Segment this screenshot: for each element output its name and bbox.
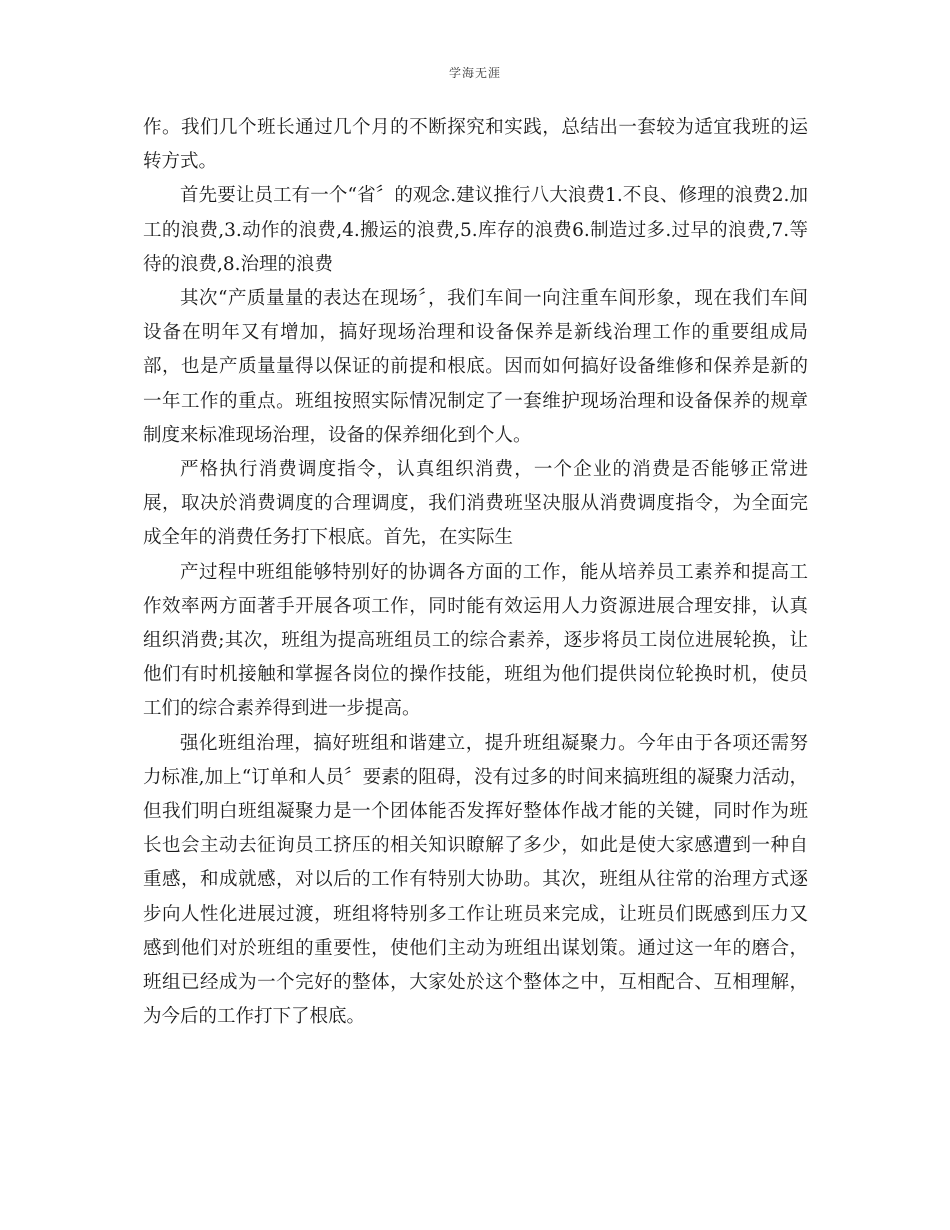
paragraph-production-scheduling: 严格执行消费调度指令，认真组织消费，一个企业的消费是否能够正常进展，取决於消费调度的合理调度，我们消费班坚决服从消费调度指令，为全面完成全年的消费任务打下根底。首先，在实际生 <box>143 459 808 549</box>
document-body <box>143 111 808 1034</box>
page-header: 学海无涯 <box>448 66 501 80</box>
paragraph-coordination: 产过程中班组能够特别好的协调各方面的工作，能从培养员工素养和提高工作效率两方面著手开展各项工作，同时能有效运用人力资源进展合理安排，认真组织消费;其次，班组为提高班组员工的综合素养，逐步将员工岗位进展轮换，让他们有时机接触和掌握各岗位的操作技能，班组为他们提供岗位轮换时机，使员工们的综合素养得到进一步提高。 <box>143 561 808 720</box>
paragraph-team-cohesion: 强化班组治理，搞好班组和谐建立，提升班组凝聚力。今年由于各项还需努力标准,加上“订单和人员〞要素的阻碍，没有过多的时间来搞班组的凝聚力活动，但我们明白班组凝聚力是一个团体能否发挥好整体作战才能的关键，同时作为班长也会主动去征询员工挤压的相关知识瞭解了多少，如此是使大家感遭到一种自重感，和成就感，对以后的工作有特别大协助。其次，班组从往常的治理方式逐步向人性化进展过渡，班组将特别多工作让班员来完成，让班员们既感到压力又感到他们对於班组的重要性，使他们主动为班组出谋划策。通过这一年的磨合，班组已经成为一个完好的整体，大家处於这个整体之中，互相配合、互相理解，为今后的工作打下了根底。 <box>143 732 808 1028</box>
paragraph-continuation: 作。我们几个班长通过几个月的不断探究和实践，总结出一套较为适宜我班的运转方式。 <box>143 117 808 173</box>
paragraph-waste-concept: 首先要让员工有一个“省〞的观念.建议推行八大浪费1.不良、修理的浪费2.加工的浪费,3.动作的浪费,4.搬运的浪费,5.库存的浪费6.制造过多.过早的浪费,7.等待的浪费,8.治理的浪费 <box>143 185 808 275</box>
paragraph-site-management: 其次“产质量量的表达在现场〞，我们车间一向注重车间形象，现在我们车间设备在明年又有增加，搞好现场治理和设备保养是新线治理工作的重要组成局部，也是产质量量得以保证的前提和根底。因而如何搞好设备维修和保养是新的一年工作的重点。班组按照实际情况制定了一套维护现场治理和设备保养的规章制度来标准现场治理，设备的保养细化到个人。 <box>143 288 808 446</box>
